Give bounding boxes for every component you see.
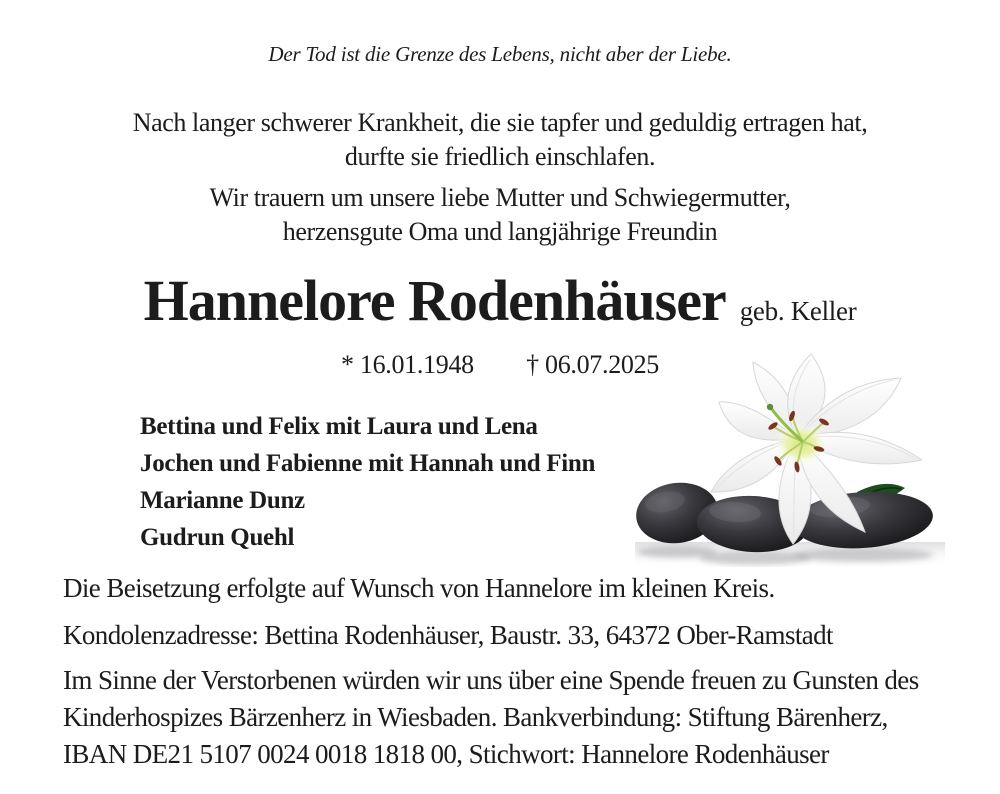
lily-photo (635, 352, 945, 567)
mourning-line-1: Wir trauern um unsere liebe Mutter und Schwiegermutter, (209, 183, 791, 212)
donation-line-3: IBAN DE21 5107 0024 0018 1818 00, Stichwort: Hannelore Rodenhäuser (63, 739, 829, 769)
maiden-name: geb. Keller (739, 296, 857, 326)
donation-line-2: Kinderhospizes Bärzenherz in Wiesbaden. Bankverbindung: Stiftung Bärenherz, (63, 702, 888, 732)
burial-note: Die Beisetzung erfolgte auf Wunsch von Hannelore im kleinen Kreis. (63, 573, 775, 603)
deceased-name: Hannelore Rodenhäuser (143, 268, 726, 333)
family-member-line: Gudrun Quehl (140, 524, 295, 551)
white-lily-on-black-pebbles-image (635, 352, 945, 567)
family-member-line: Bettina und Felix mit Laura und Lena (140, 413, 538, 440)
donation-paragraph (63, 662, 973, 773)
family-list (140, 408, 595, 556)
intro-line-2: durfte sie friedlich einschlafen. (344, 142, 656, 171)
family-member-line: Marianne Dunz (140, 487, 305, 514)
intro-paragraph (0, 106, 1000, 174)
death-date: † 06.07.2025 (526, 350, 659, 379)
mourning-line-2: herzensgute Oma und langjährige Freundin (282, 217, 718, 246)
intro-line-1: Nach langer schwerer Krankheit, die sie tapfer und geduldig ertragen hat, (132, 108, 868, 137)
mourning-paragraph (0, 181, 1000, 249)
birth-date: * 16.01.1948 (340, 350, 474, 379)
condolence-address: Kondolenzadresse: Bettina Rodenhäuser, Baustr. 33, 64372 Ober-Ramstadt (63, 620, 833, 650)
epigraph: Der Tod ist die Grenze des Lebens, nicht aber der Liebe. (268, 42, 732, 66)
family-member-line: Jochen und Fabienne mit Hannah und Finn (140, 450, 596, 477)
deceased-headline (0, 268, 1000, 335)
donation-line-1: Im Sinne der Verstorbenen würden wir uns über eine Spende freuen zu Gunsten des (63, 665, 919, 695)
